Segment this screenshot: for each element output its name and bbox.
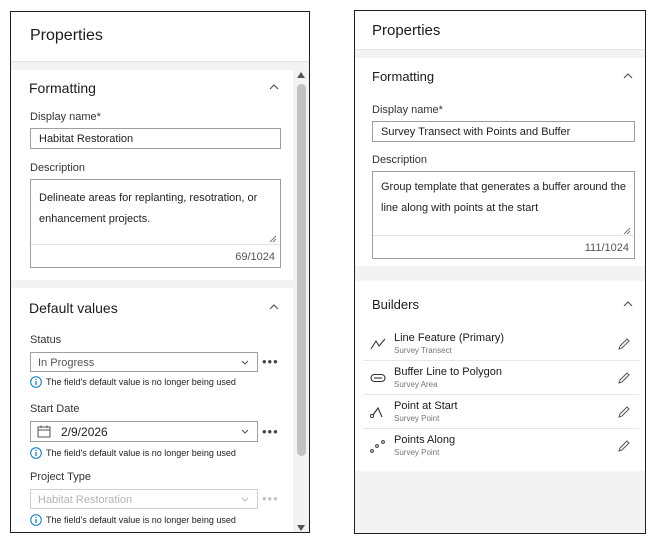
formatting-header[interactable] [355,63,646,91]
display-name-input[interactable] [30,128,281,149]
info-icon [30,514,42,526]
info-icon [30,376,42,388]
chevron-up-icon[interactable] [621,297,635,311]
formatting-section [355,58,646,266]
buffer-polygon-icon [369,371,387,385]
builder-subtitle: Survey Point [394,448,440,457]
project-type-more-button[interactable]: ••• [262,491,279,506]
display-name-value: Survey Transect with Points and Buffer [381,126,571,138]
pencil-icon[interactable] [617,337,631,351]
calendar-icon [37,425,51,441]
panel-title: Properties [11,12,309,62]
start-date-label: Start Date [30,403,80,415]
pencil-icon[interactable] [617,439,631,453]
project-type-value: Habitat Restoration [38,494,133,506]
builder-item[interactable] [363,395,639,429]
chevron-down-icon [240,358,250,371]
scroll-thumb[interactable] [297,84,306,456]
builder-name: Points Along [394,434,456,446]
project-type-select[interactable] [30,489,258,509]
description-textarea[interactable] [372,171,635,259]
builder-item[interactable] [363,429,639,463]
section-title: Formatting [29,80,96,96]
right-properties-panel [354,10,646,534]
scroll-up-arrow-icon[interactable] [297,72,305,78]
status-more-button[interactable]: ••• [262,354,279,369]
builder-item[interactable] [363,327,639,361]
point-at-start-icon [369,405,387,419]
note-text: The field's default value is no longer being used [46,377,236,387]
display-name-label: Display name* [372,104,443,116]
description-text: Delineate areas for replanting, resotration, or enhancement projects. [39,192,258,225]
builder-name: Point at Start [394,400,458,412]
builder-subtitle: Survey Area [394,380,438,389]
status-value: In Progress [38,357,95,369]
formatting-section [11,70,293,280]
textarea-divider [31,244,280,245]
character-counter: 69/1024 [235,251,275,263]
default-values-header[interactable] [11,294,293,322]
info-icon [30,447,42,459]
display-name-input[interactable] [372,121,635,142]
builder-item[interactable] [363,361,639,395]
description-textarea[interactable] [30,179,281,268]
builder-subtitle: Survey Transect [394,346,452,355]
chevron-up-icon[interactable] [267,300,281,314]
character-counter: 111/1024 [584,242,629,254]
start-date-picker[interactable] [30,421,258,442]
chevron-down-icon [240,495,250,508]
start-date-more-button[interactable]: ••• [262,424,279,439]
section-title: Builders [372,297,419,312]
section-title: Formatting [372,69,435,84]
status-label: Status [30,334,62,346]
textarea-divider [373,235,634,236]
chevron-down-icon [240,427,250,440]
scroll-down-arrow-icon[interactable] [297,525,305,531]
chevron-up-icon[interactable] [267,80,281,94]
start-date-value: 2/9/2026 [61,425,108,439]
pencil-icon[interactable] [617,405,631,419]
display-name-label: Display name* [30,111,101,123]
builder-subtitle: Survey Point [394,414,440,423]
chevron-up-icon[interactable] [621,69,635,83]
resize-handle-icon[interactable] [269,234,277,242]
points-along-icon [369,439,387,453]
pencil-icon[interactable] [617,371,631,385]
description-label: Description [30,162,86,174]
note-text: The field's default value is no longer being used [46,448,236,458]
resize-handle-icon[interactable] [623,226,631,234]
description-text: Group template that generates a buffer around the line along with points at the start [381,181,627,214]
panel-title: Properties [355,11,645,50]
builders-section [355,281,646,471]
description-label: Description [372,154,428,166]
display-name-value: Habitat Restoration [39,133,134,145]
builders-header[interactable] [355,291,646,319]
status-select[interactable] [30,352,258,372]
left-properties-panel [10,11,310,533]
line-feature-icon [369,337,387,351]
vertical-scrollbar[interactable] [293,62,310,533]
formatting-header[interactable] [11,74,293,102]
builder-name: Buffer Line to Polygon [394,366,503,378]
default-values-section [11,288,293,533]
section-title: Default values [29,300,118,316]
note-text: The field's default value is no longer being used [46,515,236,525]
builder-name: Line Feature (Primary) [394,332,505,344]
project-type-label: Project Type [30,471,91,483]
